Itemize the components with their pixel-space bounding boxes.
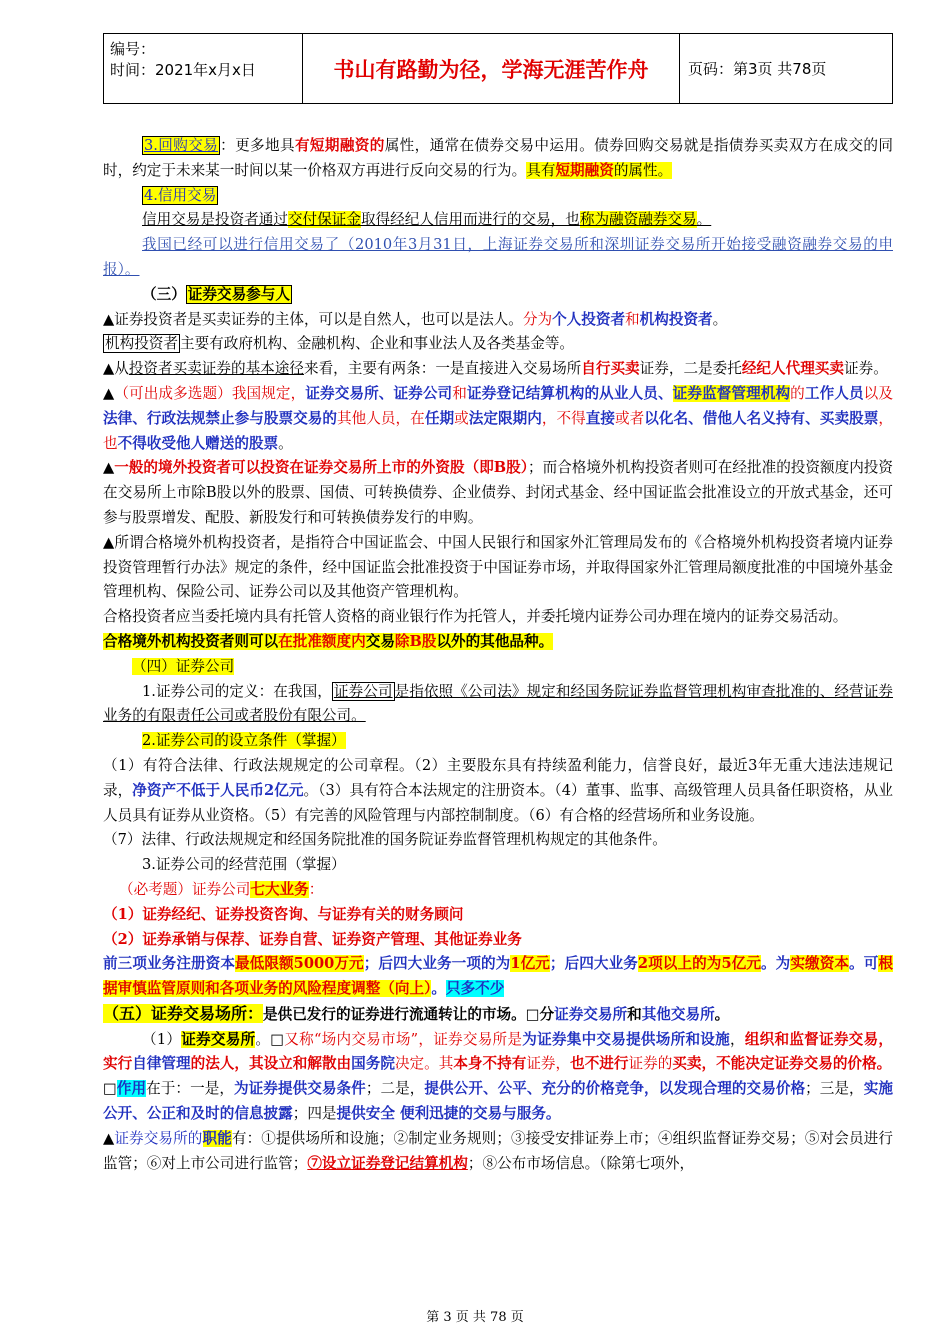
header-meta: [104, 34, 303, 103]
para-business-1: （1）证券经纪、证券投资咨询、与证券有关的财务顾问: [103, 905, 464, 923]
document-body: [103, 134, 893, 1176]
section-4-title: （四）证券公司: [132, 657, 235, 675]
para-conditions-title: 2.证券公司的设立条件（掌握）: [142, 732, 346, 750]
page-header: [103, 33, 893, 104]
para-credit-title: 4.信用交易: [144, 186, 217, 204]
para-investors: ▲证券投资者是买卖证券的主体，可以是自然人，也可以是法人。分为个人投资者和机构投资者。: [103, 310, 728, 328]
para-custodian: 合格投资者应当委托境内具有托管人资格的商业银行作为托管人，并委托境内证券公司办理在境内的证券交易活动。: [103, 608, 848, 626]
para-institutional: 机构投资者 主要有政府机构、金融机构、企业和事业法人及各类基金等。: [105, 335, 575, 353]
para-exchange-functions: ▲证券交易所的职能有：①提供场所和设施；②制定业务规则；③接受安排证券上市；④组织监督证券交易；⑤对会员进行监管；⑥对上市公司进行监管；⑦设立证券登记结算机构；⑧公布市场信息。（除第七项外，: [103, 1129, 893, 1172]
para-condition-7: （7）法律、行政法规规定和经国务院批准的国务院证券监督管理机构规定的其他条件。: [103, 831, 667, 849]
para-credit-china: 我国已经可以进行信用交易了（2010年3月31日，上海证券交易所和深圳证券交易所开始接受融资融券交易的申报）。: [103, 236, 893, 278]
page-footer: 第 3 页 共 78 页: [426, 1310, 524, 1325]
para-ways: ▲从投资者买卖证券的基本途径来看，主要有两条：一是直接进入交易场所自行买卖证券，二是委托经纪人代理买卖证券。: [103, 360, 888, 378]
time-label: 时间：2021年x月x日: [110, 61, 256, 79]
para-repo: 3.回购交易 ：更多地具有短期融资的属性，通常在债券交易中运用。债券回购交易就是指债券买卖双方在成交的同时，约定于未来某一时间以某一价格双方再进行反向交易的行为。具有短期融资的属性。: [103, 137, 893, 179]
para-scope-title: 3.证券公司的经营范围（掌握）: [142, 856, 346, 874]
para-qfii-scope: 合格境外机构投资者则可以在批准额度内交易除B股以外的其他品种。: [103, 632, 554, 650]
number-label: 编号：: [110, 40, 156, 58]
para-exchange: （1）证券交易所。□又称“场内交易市场”，证券交易所是为证券集中交易提供场所和设施，组织和监督证券交易，实行自律管理的法人，其设立和解散由国务院决定。其本身不持有证券，也不进行证券的买卖，不能决定证券交易的价格。: [103, 1030, 893, 1073]
para-business-2: （2）证券承销与保荐、证券自营、证券资产管理、其他证券业务: [103, 930, 522, 948]
para-capital: 前三项业务注册资本最低限额5000万元；后四大业务一项的为1亿元；后四大业务2项以上的为5亿元。为实缴资本。可根据审慎监管原则和各项业务的风险程度调整（向上）。只多不少: [103, 955, 893, 998]
para-conditions: （1）有符合法律、行政法规规定的公司章程。（2）主要股东具有持续盈利能力，信誉良好，最近3年无重大违法违规记录，净资产不低于人民币2亿元。（3）具有符合本法规定的注册资本。（4）董事、监事、高级管理人员具备任职资格，从业人员具有证券从业资格。（5）有完善的风险管理与内部控制制度。（6）有合格的经营场所和业务设施。: [103, 756, 893, 824]
para-credit: 信用交易是投资者通过交付保证金取得经纪人信用而进行的交易，也称为融资融券交易。: [142, 211, 712, 229]
para-seven-business: （必考题）证券公司七大业务：: [119, 880, 324, 898]
para-qfii: ▲所谓合格境外机构投资者，是指符合中国证监会、中国人民银行和国家外汇管理局发布的《合格境外机构投资者境内证券投资管理暂行办法》规定的条件，经中国证监会批准投资于中国证券市场，并取得国家外汇管理局额度批准的中国境外基金管理机构、保险公司、证券公司以及其他资产管理机构。: [103, 533, 893, 601]
section-3-title: （三） 证券交易参与人: [142, 285, 290, 303]
para-functions-role: □作用在于：一是，为证券提供交易条件；二是，提供公开、公平、充分的价格竞争，以发现合理的交易价格；三是，实施公开、公正和及时的信息披露；四是提供安全 便利迅捷的交易与服务。: [103, 1080, 893, 1123]
para-restrictions: ▲（可出成多选题）我国规定，证券交易所、证券公司和证券登记结算机构的从业人员、证券监督管理机构的工作人员以及法律、行政法规禁止参与股票交易的其他人员，在任期或法定限期内，不得直接或者以化名、借他人名义持有、买卖股票，也不得收受他人赠送的股票。: [103, 384, 893, 452]
para-definition: 1.证券公司的定义：在我国， 证券公司 是指依照《公司法》规定和经国务院证券监督管理机构审查批准的、经营证券业务的有限责任公司或者股份有限公司。: [103, 682, 893, 725]
header-motto: 书山有路勤为径，学海无涯苦作舟: [303, 34, 680, 103]
section-5-title: （五）证券交易场所：是供已发行的证券进行流通转让的市场。□分证券交易所和其他交易所。: [103, 1003, 730, 1023]
header-page-label: 页码：第3页 共78页: [688, 60, 827, 78]
para-b-share: ▲一般的境外投资者可以投资在证券交易所上市的外资股（即B股）；而合格境外机构投资者则可在经批准的投资额度内投资在交易所上市除B股以外的股票、国债、可转换债券、企业债券、封闭式基金、经中国证监会批准设立的开放式基金，还可参与股票增发、配股、新股发行和可转换债券发行的申购。: [103, 459, 893, 526]
